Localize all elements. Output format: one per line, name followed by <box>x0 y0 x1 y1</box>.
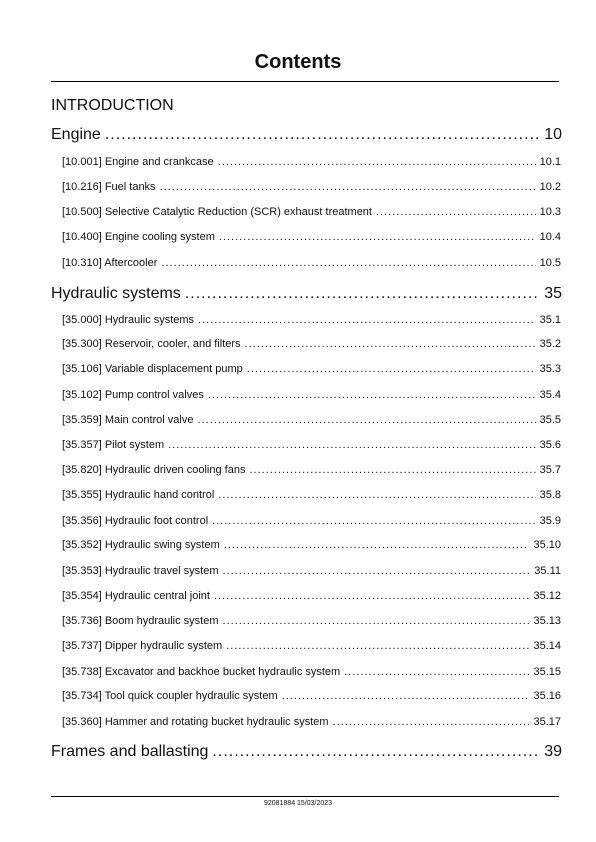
toc-entry-page-number: 35.4 <box>539 389 561 401</box>
toc-entry-page-number: 35.17 <box>533 716 561 728</box>
dot-leader <box>212 515 535 527</box>
toc-entry-label: [35.737] Dipper hydraulic system <box>62 640 223 652</box>
toc-entry-label: [10.310] Aftercooler <box>62 257 158 269</box>
toc-entry-label: [35.820] Hydraulic driven cooling fans <box>62 464 246 476</box>
dot-leader <box>185 285 540 303</box>
toc-section-entry[interactable] <box>62 181 561 193</box>
dot-leader <box>223 565 531 577</box>
introduction-heading[interactable]: INTRODUCTION <box>51 97 174 114</box>
dot-leader <box>218 489 535 501</box>
bottom-rule <box>51 796 559 797</box>
toc-entry-page-number: 35.5 <box>539 414 561 426</box>
toc-entry-page-number: 35.16 <box>533 690 561 702</box>
toc-entry-page-number: 35.13 <box>533 615 561 627</box>
toc-section-entry[interactable] <box>62 314 561 326</box>
toc-entry-page-number: 35.15 <box>533 666 561 678</box>
dot-leader <box>218 156 536 168</box>
toc-entry-page-number: 35.2 <box>539 338 561 350</box>
dot-leader <box>219 231 536 243</box>
toc-entry-label: Frames and ballasting <box>51 743 209 760</box>
toc-section-entry[interactable] <box>62 640 561 652</box>
toc-entry-label: [10.400] Engine cooling system <box>62 231 215 243</box>
toc-entry-page-number: 35.14 <box>533 640 561 652</box>
toc-section-entry[interactable] <box>62 590 561 602</box>
toc-section-entry[interactable] <box>62 515 561 527</box>
toc-section-entry[interactable] <box>62 690 561 702</box>
dot-leader <box>212 743 540 761</box>
toc-entry-page-number: 35.1 <box>539 314 561 326</box>
dot-leader <box>214 590 530 602</box>
page-title: Contents <box>254 51 342 73</box>
toc-section-entry[interactable] <box>62 464 561 476</box>
toc-section-entry[interactable] <box>62 414 561 426</box>
toc-entry-page-number: 10.5 <box>539 257 561 269</box>
dot-leader <box>197 414 535 426</box>
toc-section-entry[interactable] <box>62 615 561 627</box>
toc-entry-page-number: 35.10 <box>533 539 561 551</box>
toc-section-entry[interactable] <box>62 389 561 401</box>
toc-entry-page-number: 10.4 <box>539 231 561 243</box>
toc-section-entry[interactable] <box>62 439 561 451</box>
toc-entry-label: [35.734] Tool quick coupler hydraulic system <box>62 690 278 702</box>
toc-section-entry[interactable] <box>62 489 561 501</box>
dot-leader <box>208 389 536 401</box>
toc-entry-label: [10.500] Selective Catalytic Reduction (SCR) exhaust treatment <box>62 206 372 218</box>
dot-leader <box>226 640 529 652</box>
dot-leader <box>247 363 536 375</box>
toc-chapter-entry[interactable] <box>51 285 562 303</box>
toc-entry-label: [10.001] Engine and crankcase <box>62 156 214 168</box>
toc-section-entry[interactable] <box>62 257 561 269</box>
toc-entry-page-number: 35.3 <box>539 363 561 375</box>
toc-section-entry[interactable] <box>62 231 561 243</box>
toc-entry-label: [35.000] Hydraulic systems <box>62 314 195 326</box>
toc-entry-label: Hydraulic systems <box>51 285 181 302</box>
toc-entry-page-number: 10.2 <box>539 181 561 193</box>
toc-entry-label: [35.356] Hydraulic foot control <box>62 515 209 527</box>
toc-chapter-entry[interactable] <box>51 126 562 144</box>
dot-leader <box>282 690 530 702</box>
toc-entry-label: [35.738] Excavator and backhoe bucket hydraulic system <box>62 666 341 678</box>
toc-entry-label: [35.106] Variable displacement pump <box>62 363 243 375</box>
dot-leader <box>224 539 530 551</box>
toc-entry-page-number: 35.7 <box>539 464 561 476</box>
dot-leader <box>344 666 529 678</box>
toc-entry-label: [35.300] Reservoir, cooler, and filters <box>62 338 241 350</box>
toc-section-entry[interactable] <box>62 206 561 218</box>
toc-section-entry[interactable] <box>62 716 561 728</box>
toc-entry-label: [10.216] Fuel tanks <box>62 181 156 193</box>
toc-entry-label: [35.357] Pilot system <box>62 439 165 451</box>
toc-entry-page-number: 39 <box>544 743 562 760</box>
dot-leader <box>245 338 536 350</box>
dot-leader <box>105 126 540 144</box>
top-rule <box>51 81 559 82</box>
toc-entry-label: [35.102] Pump control valves <box>62 389 204 401</box>
toc-chapter-entry[interactable] <box>51 743 562 761</box>
toc-entry-label: [35.359] Main control valve <box>62 414 194 426</box>
toc-section-entry[interactable] <box>62 363 561 375</box>
toc-section-entry[interactable] <box>62 338 561 350</box>
toc-entry-page-number: 35.11 <box>534 565 561 577</box>
toc-entry-label: Engine <box>51 126 101 143</box>
toc-entry-label: [35.355] Hydraulic hand control <box>62 489 215 501</box>
toc-entry-label: [35.360] Hammer and rotating bucket hydraulic system <box>62 716 329 728</box>
toc-section-entry[interactable] <box>62 156 561 168</box>
toc-entry-page-number: 35 <box>544 285 562 302</box>
toc-entry-page-number: 10.3 <box>539 206 561 218</box>
toc-entry-page-number: 10 <box>544 126 562 143</box>
dot-leader <box>161 257 535 269</box>
toc-section-entry[interactable] <box>62 539 561 551</box>
footer-doc-id: 92081884 15/03/2023 <box>263 800 333 807</box>
dot-leader <box>223 615 530 627</box>
dot-leader <box>333 716 530 728</box>
toc-entry-page-number: 35.6 <box>539 439 561 451</box>
dot-leader <box>168 439 535 451</box>
toc-entry-label: [35.353] Hydraulic travel system <box>62 565 219 577</box>
toc-entry-label: [35.352] Hydraulic swing system <box>62 539 220 551</box>
toc-entry-label: [35.736] Boom hydraulic system <box>62 615 219 627</box>
toc-entry-page-number: 35.12 <box>533 590 561 602</box>
toc-section-entry[interactable] <box>62 666 561 678</box>
toc-section-entry[interactable] <box>62 565 561 577</box>
toc-entry-page-number: 35.9 <box>539 515 561 527</box>
dot-leader <box>376 206 536 218</box>
toc-entry-label: [35.354] Hydraulic central joint <box>62 590 210 602</box>
toc-entry-page-number: 10.1 <box>539 156 561 168</box>
toc-entry-page-number: 35.8 <box>539 489 561 501</box>
dot-leader <box>160 181 536 193</box>
dot-leader <box>198 314 536 326</box>
dot-leader <box>249 464 535 476</box>
